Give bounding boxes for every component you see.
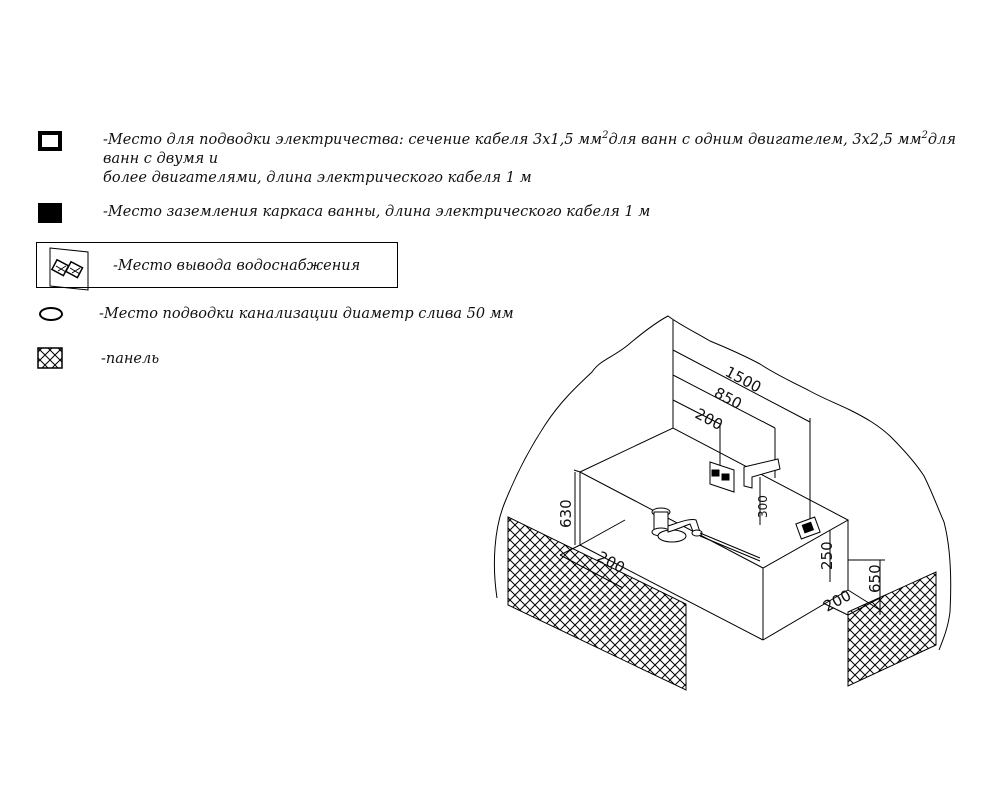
dim-630: 630 bbox=[557, 499, 575, 528]
water-outlet-icon bbox=[50, 248, 88, 290]
dim-850: 850 bbox=[711, 383, 745, 413]
legend-water-text: -Место вывода водоснабжения bbox=[113, 258, 361, 274]
water-outlet-wall bbox=[710, 462, 734, 492]
legend-electric-text: -Место для подводки электричества: сечение кабеля 3х1,5 $мм^2для$ ванн с одним двигателем, 3х2,5 $мм^2для$ ванн с двумя и более двигателями, длина электрического кабеля 1 м bbox=[103, 130, 956, 186]
legend-ground-text: -Место заземления каркаса ванны, длина электрического кабеля 1 м bbox=[103, 204, 651, 220]
dim-250: 250 bbox=[818, 541, 836, 570]
dim-200-top: 200 bbox=[692, 404, 726, 434]
legend-panel-text: -панель bbox=[101, 351, 160, 367]
crosshatch-icon bbox=[38, 348, 62, 368]
electric-box bbox=[796, 517, 820, 539]
dim-650: 650 bbox=[866, 564, 884, 593]
legend-drain-text: -Место подводки канализации диаметр слива 50 мм bbox=[99, 306, 514, 322]
dim-300: 300 bbox=[756, 495, 770, 518]
dim-1500: 1500 bbox=[722, 362, 765, 397]
dim-200-right: 200 bbox=[820, 586, 855, 616]
drain-siphon bbox=[652, 508, 760, 561]
panel-left bbox=[508, 517, 686, 690]
dim-200-left: 200 bbox=[594, 547, 628, 577]
panel-right bbox=[848, 572, 936, 686]
